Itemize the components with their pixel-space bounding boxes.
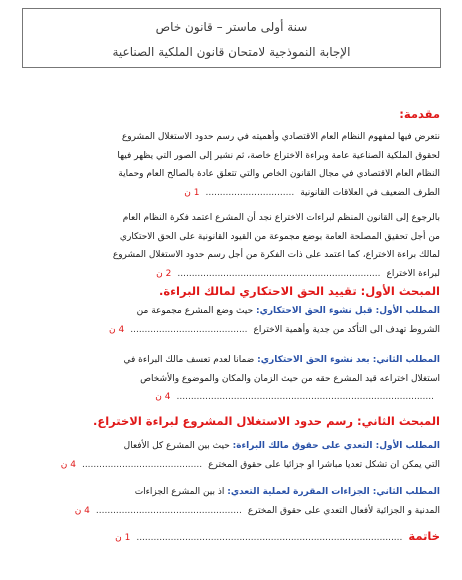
intro-p2-score: 2 ن: [156, 268, 172, 279]
intro-p1-line-4-text: الطرف الضعيف في العلاقات القانونية: [300, 187, 440, 198]
s2-r1-line-2: [20, 456, 440, 475]
s2-r1-line-1-text: حيث بين المشرع كل الأفعال: [123, 441, 230, 451]
s1-r1-line-1-text: حيث وضع المشرع مجموعة من: [136, 306, 254, 316]
s2-r2-line-1-text: اذ بين المشرع الجزاءات: [134, 487, 225, 497]
s1-r1-line-1: [20, 302, 440, 321]
leader-dots: ...................................................: [95, 505, 242, 516]
leader-dots: ..........................................................................................: [176, 392, 434, 402]
section-1-requirement-1: [20, 302, 440, 339]
s1-r1-line-2: [20, 321, 440, 340]
intro-p2-line-2: من أجل تحقيق المصلحة العامة بوضع مجموعة من القيود القانونية على الحق الاحتكاري: [119, 231, 440, 242]
s1-r1-title: المطلب الأول: قبل نشوء الحق الاحتكاري:: [256, 306, 440, 316]
section-1-requirement-2: [20, 351, 440, 407]
s1-r2-title: المطلب الثاني: بعد نشوء الحق الاحتكاري:: [257, 355, 440, 365]
intro-paragraph-2: [20, 209, 440, 283]
intro-p2-line-3: لمالك براءة الاختراع، كما اعتمد على ذات الفكرة من أجل رسم حدود الاستغلال المشروع: [112, 250, 440, 260]
intro-title: مقدمة:: [399, 107, 440, 121]
intro-p1-line-1: نتعرض فيها لمفهوم النظام العام الاقتصادي وأهميته في رسم حدود الاستغلال المشروع: [121, 132, 440, 142]
conclusion-score: 1 ن: [115, 533, 131, 543]
s2-r2-score: 4 ن: [74, 505, 90, 516]
header-box: [22, 8, 441, 68]
s2-r2-line-2: [20, 502, 440, 521]
leader-dots: .............................................................................................: [136, 533, 403, 543]
intro-p1-line-2: لحقوق الملكية الصناعية عامة وبراءة الاختراع خاصة، ثم نشير إلى الصور التي يظهر فيها: [117, 150, 440, 161]
conclusion-line: [20, 528, 440, 548]
intro-p2-line-4: [20, 265, 440, 284]
s2-r1-title: المطلب الأول: التعدي على حقوق مالك البراءة:: [232, 441, 440, 451]
s2-r1-line-1: [20, 437, 440, 456]
s1-r2-line-2: استغلال اختراعه قيد المشرع حقه من حيث الزمان والمكان والموضوع والأشخاص: [140, 373, 440, 384]
section-1-title: المبحث الأول: تقييد الحق الاحتكاري لمالك البراءة.: [158, 284, 440, 298]
s1-r2-line-3: [20, 388, 440, 407]
s1-r2-line-1: [20, 351, 440, 370]
s2-r1-score: 4 ن: [60, 459, 76, 470]
s1-r1-score: 4 ن: [109, 324, 125, 335]
section-2-title: المبحث الثاني: رسم حدود الاستغلال المشروع لبراءة الاختراع.: [92, 414, 440, 428]
section-2-requirement-2: [20, 483, 440, 520]
leader-dots: .......................................................................: [177, 268, 381, 279]
intro-p2-line-1: بالرجوع إلى القانون المنظم لبراءات الاختراع نجد أن المشرع اعتمد فكرة النظام العام: [122, 213, 440, 223]
intro-paragraph-1: [20, 128, 440, 202]
section-2-requirement-1: [20, 437, 440, 474]
s1-r1-line-2-text: الشروط تهدف الى التأكد من جدية وأهمية الاختراع: [253, 324, 440, 335]
conclusion: [20, 528, 440, 548]
leader-dots: .........................................: [130, 324, 248, 335]
intro-p1-line-3: النظام العام الاقتصادي في مجال القانون الخاص والتي تتعلق عادة بالصالح العام وحماية: [118, 169, 440, 179]
intro-p1-score: 1 ن: [184, 187, 200, 198]
leader-dots: ...............................: [205, 187, 295, 198]
header-line-1: سنة أولى ماستر – قانون خاص: [155, 20, 308, 34]
s1-r2-line-1-text: ضمانا لعدم تعسف مالك البراءة في: [123, 355, 255, 365]
s1-r2-score: 4 ن: [155, 392, 171, 402]
s2-r2-title: المطلب الثاني: الجزاءات المقررة لعملية التعدي:: [227, 487, 440, 497]
s2-r2-line-2-text: المدنية و الجزائية لأفعال التعدي على حقوق المخترع: [247, 505, 440, 516]
intro-p1-line-4: [20, 184, 440, 203]
intro-p2-line-4-text: لبراءة الاختراع: [386, 268, 440, 279]
header-line-2: الإجابة النموذجية لامتحان قانون الملكية الصناعية: [112, 45, 351, 59]
conclusion-title: خاتمة: [408, 529, 440, 543]
leader-dots: ..........................................: [81, 459, 203, 470]
s2-r1-line-2-text: التي يمكن ان تشكل تعديا مباشرا او جزائيا على حقوق المخترع: [208, 459, 440, 470]
s2-r2-line-1: [20, 483, 440, 502]
